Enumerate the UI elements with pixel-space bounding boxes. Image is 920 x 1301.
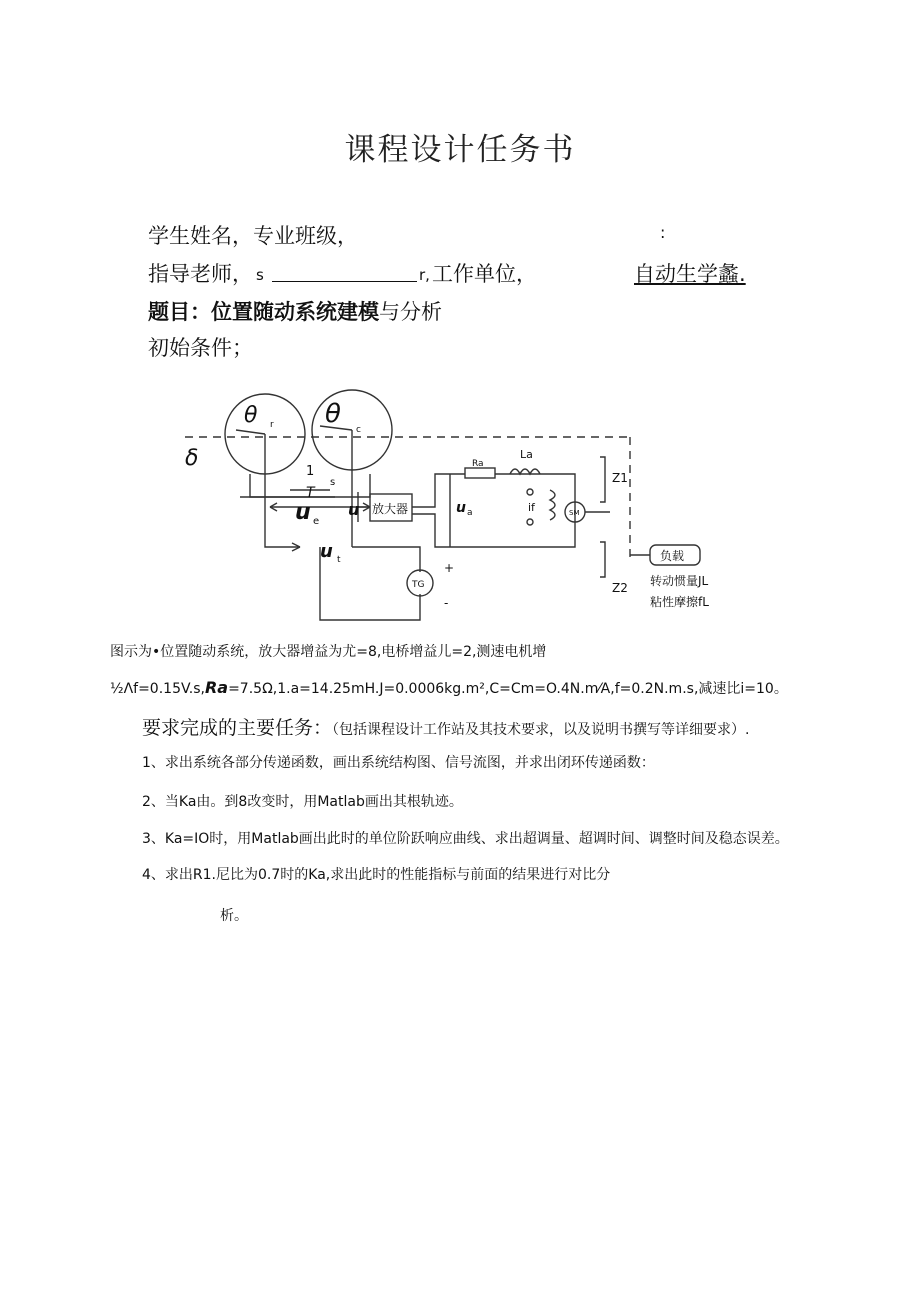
ut-to-tg [352,547,420,572]
task-item: 4、求出R1.尼比为0.7时的Ka,求出此时的性能指标与前面的结果进行对比分 [142,867,611,883]
terminal-1 [527,489,533,495]
delta-symbol: δ [185,446,199,471]
fraction-numerator: 1 [306,464,315,479]
tg-loop [320,547,420,620]
student-line-mark: : [660,223,666,242]
load-label: 负载 [660,549,685,563]
u-main: u [348,500,360,519]
z2-label: Z2 [612,581,628,595]
field-coil [550,490,555,520]
work-unit-value: 自动生学蠡. [634,262,746,286]
inductor-la [510,469,540,474]
description-line-2 [110,678,788,698]
amp-out-bottom [412,514,450,547]
theta-r: θ [244,403,258,428]
tg-label: TG [412,580,425,590]
fraction-denominator: T [306,485,315,501]
ua-label: u [456,500,466,516]
theta-c: θ [325,399,341,429]
tasks-heading: 要求完成的主要任务： [142,717,333,739]
conditions-label: 初始条件； [148,336,253,360]
gear-z1 [600,457,605,502]
ua-sub: a [467,508,473,518]
amplifier-label: 放大器 [372,502,409,516]
topic-title-rest: 与分析 [379,300,442,324]
student-name-label: 学生姓名，专业班级， [148,224,358,248]
inertia-label: 转动惯量JL [650,574,709,588]
teacher-label: 指导老师， [148,262,253,286]
ue-label: u [295,500,311,525]
tasks-heading-line [142,713,749,740]
teacher-blank [272,263,417,282]
ra-symbol: Ra [204,678,229,697]
tasks-note: （包括课程设计工作站及其技术要求，以及说明书撰写等详细要求）. [332,722,750,738]
task-item: 3、Ka=IO时，用Matlab画出此时的单位阶跃响应曲线、求出超调量、超调时间、调整时间及稳态误差。 [142,831,789,847]
if-label: if [528,501,535,514]
tg-minus: - [444,596,449,610]
la-label: La [520,448,533,461]
resistor-ra [465,468,495,478]
gear-z2 [600,542,605,577]
ut-sub: t [337,555,341,565]
motor-label: SM [569,509,580,517]
ue-sub: e [313,516,320,527]
topic-label: 题目： [148,300,211,324]
theta-c-sub: c [356,425,361,435]
theta-r-sub: r [270,420,274,430]
document-title: 课程设计任务书 [344,132,576,168]
friction-label: 粘性摩擦fL [650,595,709,609]
parameters-part-1: ½Λf=0.15V.s, [110,681,205,697]
pot-r-arm [236,430,265,434]
topic-line [148,296,442,326]
task-item: 1、求出系统各部分传递函数，画出系统结构图、信号流图，并求出闭环传递函数： [142,755,655,771]
z1-label: Z1 [612,471,628,485]
topic-title-bold: 位置随动系统建模 [211,300,379,324]
work-unit-label: 工作单位， [432,262,537,286]
task-item: 2、当Ka由。到8改变时，用Matlab画出其根轨迹。 [142,794,463,810]
tg-plus: + [444,561,455,575]
ut-label: u [320,541,333,562]
servo-system-diagram [180,382,780,627]
fraction-sub: s [330,477,336,488]
description-line-1: 图示为•位置随动系统，放大器增益为尤=8,电桥增益儿=2,测速电机增 [110,644,547,660]
ra-label: Ra [472,459,484,469]
task-4-continuation: 析。 [220,908,248,924]
teacher-prefix: s [256,266,264,284]
teacher-suffix: r, [419,266,430,284]
terminal-2 [527,519,533,525]
amp-out-top [412,474,450,507]
parameters-part-2: =7.5Ω,1.a=14.25mH.J=0.0006kg.m²,C=Cm=O.4N.m⁄A,f=0.2N.m.s,减速比i=10。 [228,681,788,697]
